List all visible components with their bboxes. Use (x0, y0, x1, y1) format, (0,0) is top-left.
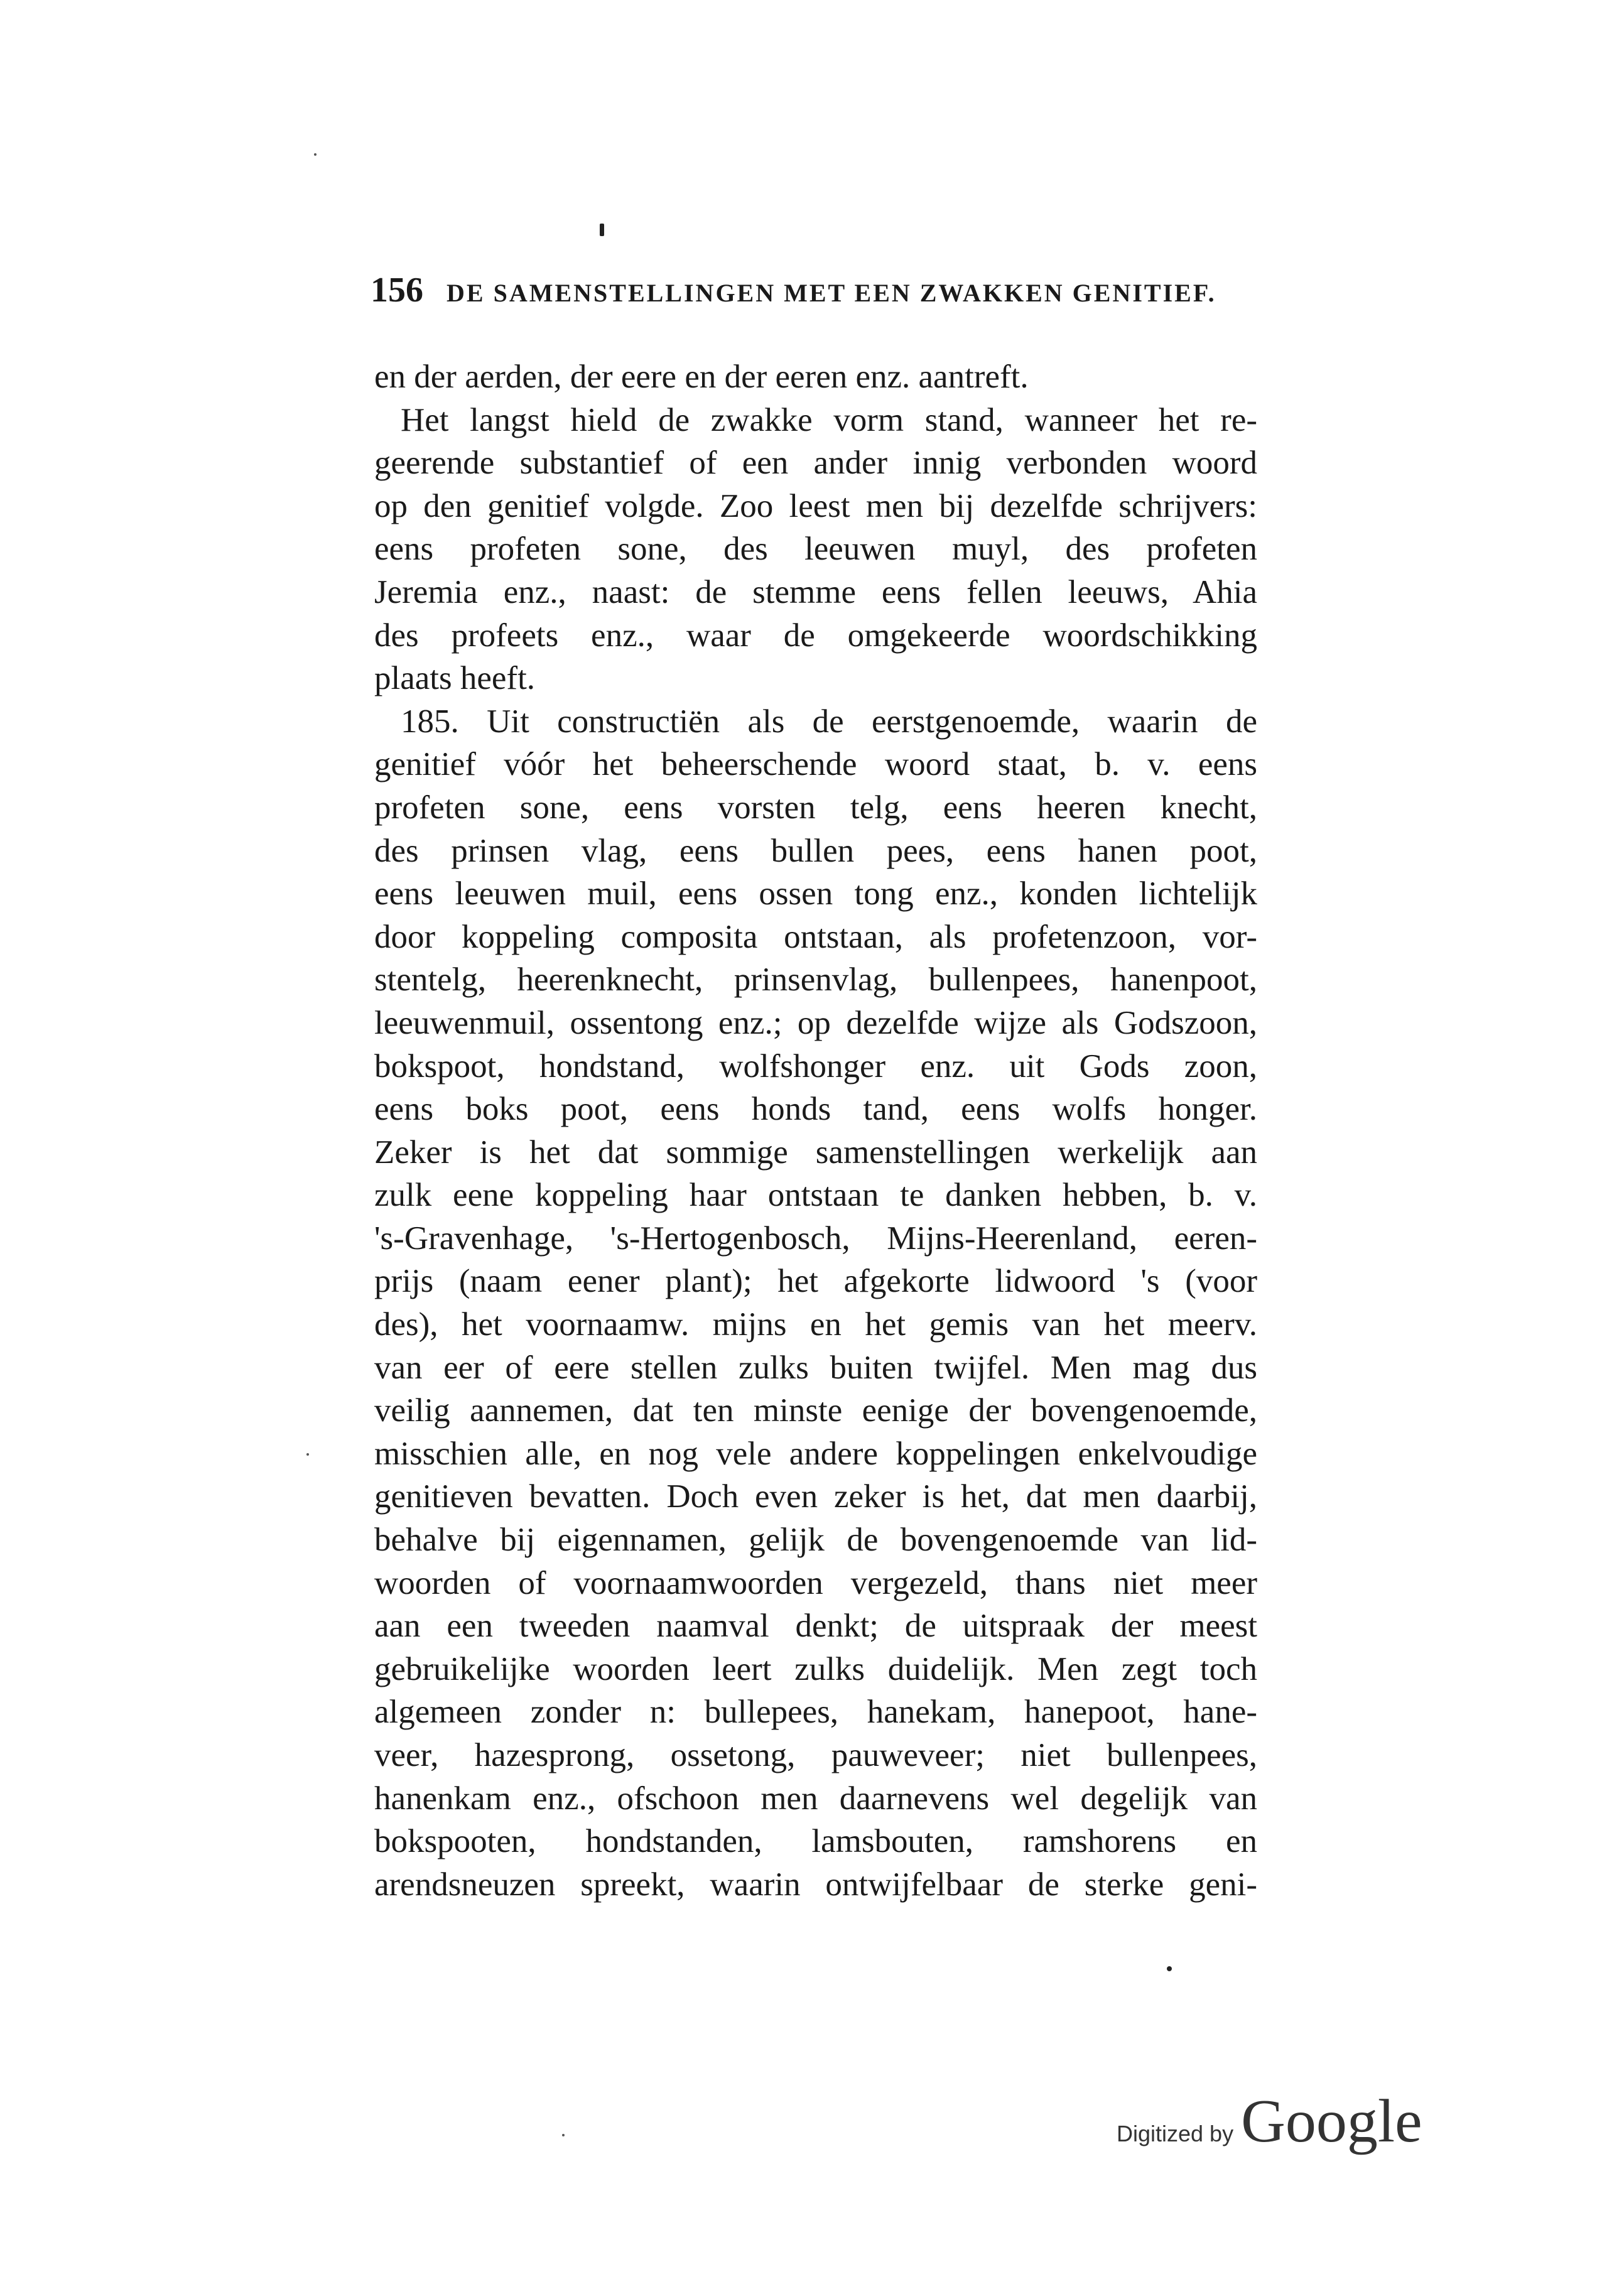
text-line: op den genitief volgde. Zoo leest men bij dezelfde schrijvers: (374, 487, 1257, 524)
text-line: arendsneuzen spreekt, waarin ontwijfelbaar de sterke geni- (374, 1866, 1257, 1903)
text-line: des prinsen vlag, eens bullen pees, eens hanen poot, (374, 832, 1257, 869)
text-line: 's-Gravenhage, 's-Hertogenbosch, Mijns-Heerenland, eeren- (374, 1220, 1257, 1257)
text-line: hanenkam enz., ofschoon men daarnevens wel degelijk van (374, 1780, 1257, 1817)
running-header (371, 271, 1262, 312)
digitized-by-label: Digitized by (1117, 2121, 1234, 2146)
text-line: door koppeling composita ontstaan, als profetenzoon, vor- (374, 918, 1257, 955)
text-line: van eer of eere stellen zulks buiten twijfel. Men mag dus (374, 1349, 1257, 1386)
text-line: leeuwenmuil, ossentong enz.; op dezelfde wijze als Godszoon, (374, 1004, 1257, 1041)
text-line: veilig aannemen, dat ten minste eenige der bovengenoemde, (374, 1392, 1257, 1429)
text-line: des profeets enz., waar de omgekeerde woordschikking (374, 617, 1257, 654)
text-line: geerende substantief of een ander innig verbonden woord (374, 445, 1257, 482)
text-line: eens boks poot, eens honds tand, eens wolfs honger. (374, 1091, 1257, 1128)
scan-speck (306, 1453, 309, 1456)
text-line: woorden of voornaamwoorden vergezeld, thans niet meer (374, 1564, 1257, 1601)
digitized-watermark (1117, 2086, 1422, 2156)
text-line: zulk eene koppeling haar ontstaan te danken hebben, b. v. (374, 1177, 1257, 1214)
text-line: misschien alle, en nog vele andere koppelingen enkelvoudige (374, 1435, 1257, 1472)
text-line: eens leeuwen muil, eens ossen tong enz., konden lichtelijk (374, 875, 1257, 912)
text-line: Zeker is het dat sommige samenstellingen werkelijk aan (374, 1134, 1257, 1171)
text-line: profeten sone, eens vorsten telg, eens heeren knecht, (374, 789, 1257, 826)
text-line: gebruikelijke woorden leert zulks duidelijk. Men zegt toch (374, 1650, 1257, 1687)
text-line: algemeen zonder n: bullepees, hanekam, hanepoot, hane- (374, 1694, 1257, 1731)
text-line: veer, hazesprong, ossetong, pauweveer; niet bullenpees, (374, 1737, 1257, 1773)
text-line: 185. Uit constructiën als de eerstgenoemde, waarin de (401, 703, 1257, 740)
scan-speck (562, 2134, 565, 2136)
text-line: prijs (naam eener plant); het afgekorte lidwoord 's (voor (374, 1263, 1257, 1300)
scan-speck (1167, 1966, 1172, 1971)
scan-speck (600, 224, 604, 236)
text-line: des), het voornaamw. mijns en het gemis van het meerv. (374, 1306, 1257, 1343)
text-line: genitief vóór het beheerschende woord staat, b. v. eens (374, 746, 1257, 783)
text-line: Het langst hield de zwakke vorm stand, wanneer het re- (401, 401, 1257, 438)
text-line: en der aerden, der eere en der eeren enz. aantreft. (374, 359, 1029, 395)
text-line: behalve bij eigennamen, gelijk de bovengenoemde van lid- (374, 1522, 1257, 1559)
text-line: bokspoot, hondstand, wolfshonger enz. uit Gods zoon, (374, 1047, 1257, 1085)
scan-speck (314, 153, 317, 156)
text-line: Jeremia enz., naast: de stemme eens fellen leeuws, Ahia (374, 573, 1257, 610)
page-number: 156 (371, 271, 423, 310)
text-line: eens profeten sone, des leeuwen muyl, des profeten (374, 531, 1257, 568)
running-title: DE SAMENSTELLINGEN MET EEN ZWAKKEN GENITIEF. (447, 279, 1216, 307)
text-line: stentelg, heerenknecht, prinsenvlag, bullenpees, hanenpoot, (374, 961, 1257, 998)
body-text (374, 355, 1257, 1906)
google-logo: Google (1241, 2087, 1422, 2155)
text-line: plaats heeft. (374, 660, 536, 697)
text-line: bokspooten, hondstanden, lamsbouten, ramshorens en (374, 1823, 1257, 1860)
text-line: genitieven bevatten. Doch even zeker is het, dat men daarbij, (374, 1478, 1257, 1515)
text-line: aan een tweeden naamval denkt; de uitspraak der meest (374, 1608, 1257, 1645)
